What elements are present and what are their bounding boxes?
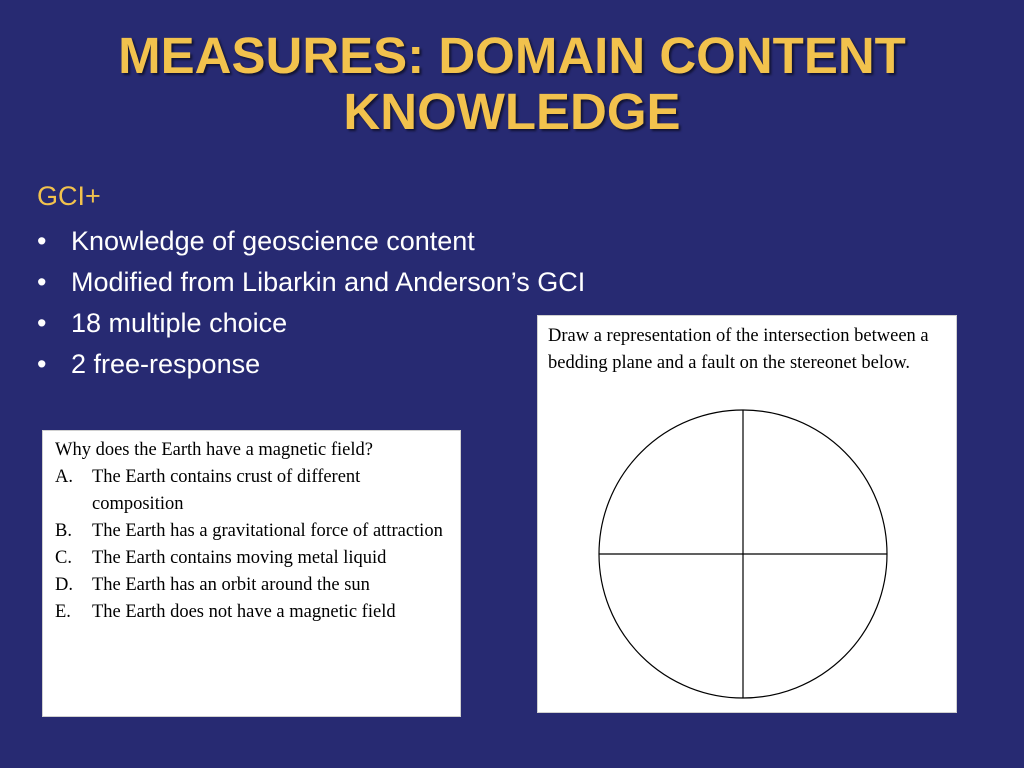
bullet-icon: •: [37, 308, 47, 338]
option-letter: D.: [55, 575, 73, 595]
question-text: Why does the Earth have a magnetic field?: [55, 440, 373, 460]
option-letter: B.: [55, 521, 72, 541]
answer-option: [55, 572, 448, 599]
bullet-text: Knowledge of geoscience content: [71, 226, 475, 256]
answer-option: [55, 464, 448, 518]
slide-title-line-2: KNOWLEDGE: [343, 83, 681, 140]
option-text: The Earth does not have a magnetic field: [92, 602, 396, 622]
answer-option: [55, 545, 448, 572]
stereonet-drawing-area[interactable]: [538, 316, 956, 712]
option-text: The Earth contains crust of different composition: [92, 467, 361, 514]
option-text: The Earth contains moving metal liquid: [92, 548, 387, 568]
multiple-choice-question-box: [42, 430, 461, 717]
bullet-item: [37, 303, 585, 344]
free-response-prompt: Draw a representation of the intersection between a bedding plane and a fault on the stereonet below.: [548, 326, 929, 373]
option-letter: A.: [55, 467, 73, 487]
answer-option: [55, 518, 448, 545]
slide-title-line-1: MEASURES: DOMAIN CONTENT: [118, 27, 906, 84]
answer-option: [55, 599, 448, 626]
answer-options-list: [55, 464, 448, 626]
option-letter: C.: [55, 548, 72, 568]
bullet-list: [37, 221, 585, 385]
bullet-item: [37, 344, 585, 385]
option-text: The Earth has an orbit around the sun: [92, 575, 370, 595]
slide-title: [0, 28, 1024, 140]
bullet-icon: •: [37, 226, 47, 256]
bullet-text: 2 free-response: [71, 349, 261, 379]
bullet-item: [37, 262, 585, 303]
bullet-icon: •: [37, 267, 47, 297]
bullet-icon: •: [37, 349, 47, 379]
option-letter: E.: [55, 602, 71, 622]
bullet-item: [37, 221, 585, 262]
bullet-text: Modified from Libarkin and Anderson’s GCI: [71, 267, 586, 297]
bullet-text: 18 multiple choice: [71, 308, 288, 338]
subheading-gci-plus: GCI+: [37, 181, 101, 211]
option-text: The Earth has a gravitational force of attraction: [92, 521, 443, 541]
free-response-question-box: [537, 315, 957, 713]
